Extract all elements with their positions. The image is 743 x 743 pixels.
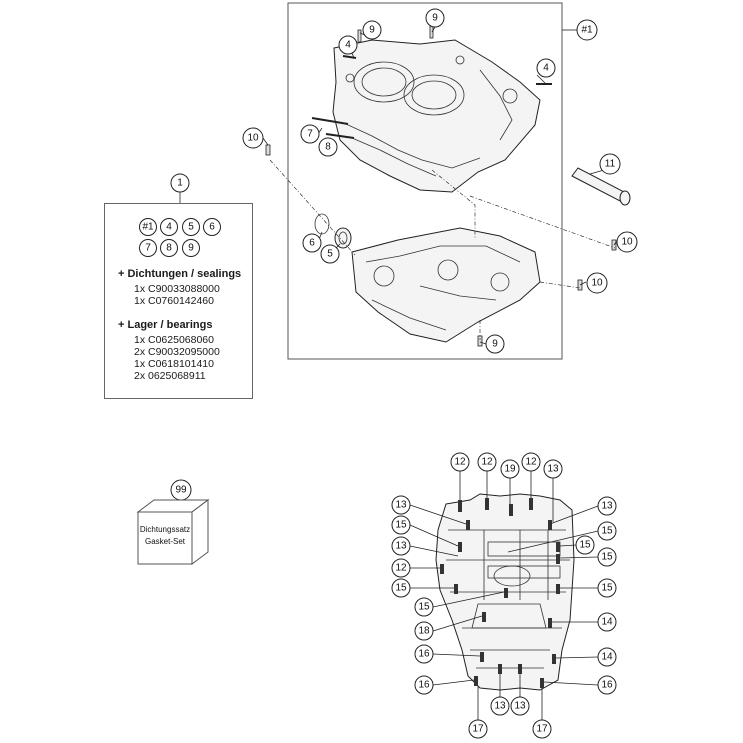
callout-13 [544,460,562,478]
kit-chip [161,240,178,257]
svg-text:15: 15 [601,525,613,537]
svg-text:16: 16 [418,679,430,691]
svg-text:9: 9 [492,338,498,350]
seal-item: 1x C0760142460 [134,295,214,307]
callout-13 [392,537,410,555]
svg-text:5: 5 [327,248,333,260]
callout-10-right-lower [587,273,607,293]
kit-chip [140,219,157,236]
bearing-item: 1x C0625068060 [134,334,214,346]
seal-item: 1x C90033088000 [134,283,220,295]
svg-text:5: 5 [188,221,194,233]
svg-text:8: 8 [166,242,172,254]
kit-chip [161,219,178,236]
callout-10-left [243,128,263,148]
callout-14 [598,648,616,666]
callout-8 [319,138,337,156]
sleeve-part [572,168,630,205]
svg-text:18: 18 [418,625,430,637]
callout-15 [392,579,410,597]
svg-text:15: 15 [601,551,613,563]
svg-text:14: 14 [601,616,613,628]
callout-15 [598,522,616,540]
kit-chip [204,219,221,236]
gasket-set-label-en: Gasket-Set [144,537,186,546]
callout-7 [301,125,319,143]
svg-text:12: 12 [395,562,407,574]
kit-chip-group [105,204,252,264]
svg-text:10: 10 [621,236,633,248]
callout-10-right-upper [617,232,637,252]
callout-12 [522,453,540,471]
svg-text:99: 99 [175,484,187,496]
svg-text:4: 4 [345,39,351,51]
bearing-item: 1x C0618101410 [134,358,214,370]
callout-17 [533,720,551,738]
svg-text:7: 7 [145,242,151,254]
svg-text:13: 13 [514,700,526,712]
svg-text:15: 15 [418,601,430,613]
callout-14 [598,613,616,631]
callout-12 [392,559,410,577]
callout-15 [598,548,616,566]
svg-text:16: 16 [418,648,430,660]
callout-13 [598,497,616,515]
svg-text:17: 17 [472,723,484,735]
callout-12 [478,453,496,471]
gasket-set-box [138,500,208,564]
svg-text:11: 11 [604,158,616,170]
callout-13 [491,697,509,715]
callout-1 [171,174,189,192]
svg-text:15: 15 [601,582,613,594]
svg-text:13: 13 [395,499,407,511]
guide-line [540,282,580,288]
svg-text:12: 12 [525,456,537,468]
bearing-item: 2x 0625068911 [134,370,206,382]
svg-text:15: 15 [579,539,591,551]
svg-text:13: 13 [494,700,506,712]
svg-text:17: 17 [536,723,548,735]
seals-heading: + Dichtungen / sealings [118,268,242,280]
callout-9-top [426,9,444,27]
svg-text:8: 8 [325,141,331,153]
callout-99 [171,480,191,500]
svg-text:#1: #1 [142,221,154,233]
svg-text:6: 6 [209,221,215,233]
callout-15 [598,579,616,597]
svg-text:4: 4 [543,62,549,74]
svg-text:10: 10 [247,132,259,144]
callout-9-bottom [486,335,504,353]
svg-text:6: 6 [309,237,315,249]
svg-text:12: 12 [481,456,493,468]
callout-16 [598,676,616,694]
svg-text:9: 9 [188,242,194,254]
callout-11 [600,154,620,174]
kit-contents-panel [104,203,253,399]
callout-main-group [577,20,597,40]
svg-text:9: 9 [369,24,375,36]
svg-text:1: 1 [177,177,183,189]
svg-text:13: 13 [547,463,559,475]
svg-text:15: 15 [395,582,407,594]
callout-13 [392,496,410,514]
svg-text:14: 14 [601,651,613,663]
svg-text:4: 4 [166,221,172,233]
callout-15 [576,536,594,554]
svg-text:9: 9 [432,12,438,24]
upper-crankcase-half [333,40,540,192]
bearings-heading: + Lager / bearings [118,319,213,331]
svg-text:#1: #1 [581,24,593,36]
callout-13 [511,697,529,715]
svg-text:19: 19 [504,463,516,475]
callout-4-left [339,36,357,54]
callout-6 [303,234,321,252]
svg-text:12: 12 [454,456,466,468]
kit-chip [140,240,157,257]
o-ring-part [315,214,329,234]
shaft-seal-part [335,228,351,248]
lower-crankcase-half [352,228,540,342]
callout-4-right [537,59,555,77]
svg-text:7: 7 [307,128,313,140]
svg-text:10: 10 [591,277,603,289]
svg-text:15: 15 [395,519,407,531]
callout-16 [415,645,433,663]
callout-5 [321,245,339,263]
kit-chip [183,240,200,257]
callout-16 [415,676,433,694]
svg-text:16: 16 [601,679,613,691]
kit-chip [183,219,200,236]
gasket-set-label-de: Dichtungssatz [139,525,191,534]
callout-15 [392,516,410,534]
callout-19 [501,460,519,478]
bearing-item: 2x C90032095000 [134,346,220,358]
svg-text:13: 13 [395,540,407,552]
svg-text:13: 13 [601,500,613,512]
callout-18 [415,622,433,640]
callout-15 [415,598,433,616]
callout-17 [469,720,487,738]
callout-12 [451,453,469,471]
callout-9-top-left [363,21,381,39]
